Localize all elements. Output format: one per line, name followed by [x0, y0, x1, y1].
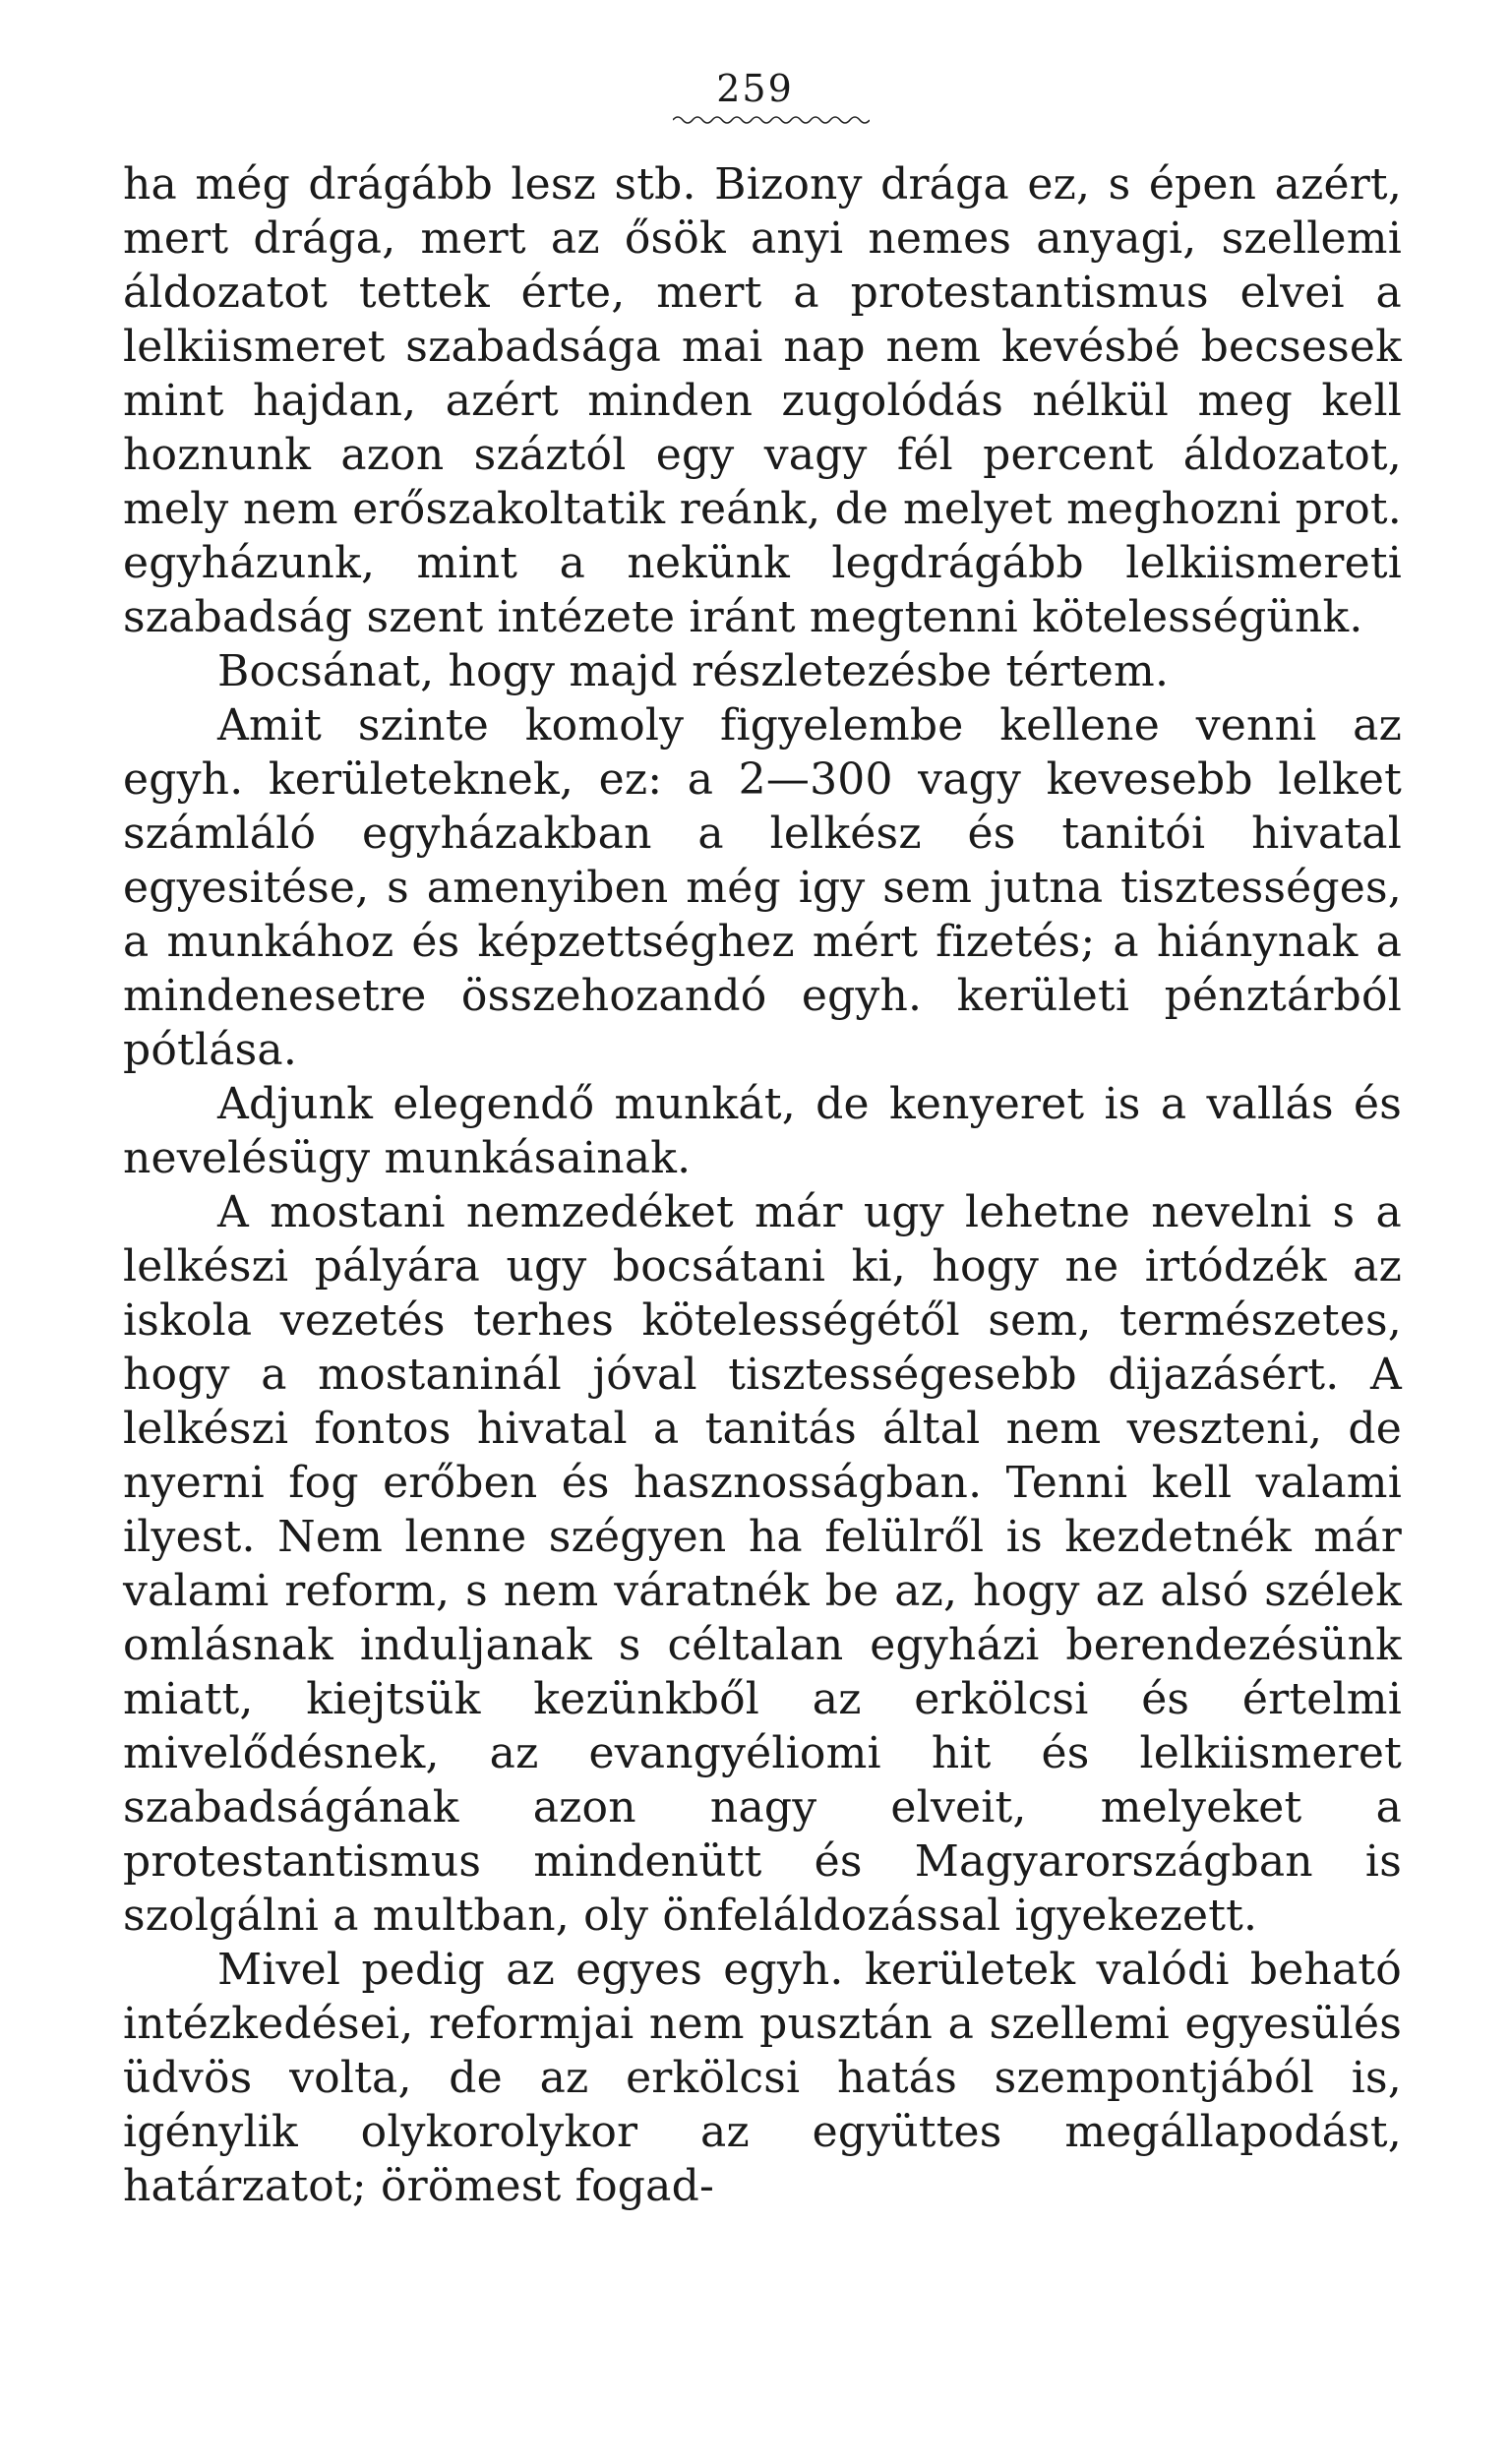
- page-number: 259: [716, 67, 794, 110]
- paragraph-6: Mivel pedig az egyes egyh. kerületek valódi beható intézkedései, reformjai nem pusztán a szellemi egyesülés üdvös volta, de az erkölcsi hatás szempontjából is, igénylik olykorolykor az együttes megállapodást, határzatot; örömest fogad-: [123, 1945, 1402, 2211]
- paragraph-4: Adjunk elegendő munkát, de kenyeret is a vallás és nevelésügy munkásainak.: [123, 1079, 1402, 1183]
- paragraph-5: A mostani nemzedéket már ugy lehetne nevelni s a lelkészi pályára ugy bocsátani ki, hogy ne irtódzék az iskola vezetés terhes kötelességétől sem, természetes, hogy a mostaninál jóval tisztességesebb dijazásért. A lelkészi fontos hivatal a tanitás által nem veszteni, de nyerni fog erőben és hasznosságban. Tenni kell valami ilyest. Nem lenne szégyen ha felülről is kezdetnék már valami reform, s nem váratnék be az, hogy az alsó szélek omlásnak induljanak s céltalan egyházi berendezésünk miatt, kiejtsük kezünkből az erkölcsi és értelmi mivelődésnek, az evangyéliomi hit és lelkiismeret szabadságának azon nagy elveit, melyeket a protestantismus mindenütt és Magyarországban is szolgálni a multban, oly önfeláldozással igyekezett.: [123, 1187, 1402, 1941]
- paragraph-3: Amit szinte komoly figyelembe kellene venni az egyh. kerületeknek, ez: a 2—300 vagy kevesebb lelket számláló egyházakban a lelkész és tanitói hivatal egyesitése, s amenyiben még igy sem jutna tisztességes, a munkához és képzettséghez mért fizetés; a hiánynak a mindenesetre összehozandó egyh. kerületi pénztárból pótlása.: [123, 700, 1402, 1075]
- page-number-wrap: [716, 67, 794, 124]
- paragraph-2: Bocsánat, hogy majd részletezésbe tértem.: [217, 646, 1170, 696]
- body-text: [123, 157, 1402, 2213]
- paragraph-1: ha még drágább lesz stb. Bizony drága ez, s épen azért, mert drága, mert az ősök anyi nemes anyagi, szellemi áldozatot tettek érte, mert a protestantismus elvei a lelkiismeret szabadsága mai nap nem kevésbé becsesek mint hajdan, azért minden zugolódás nélkül meg kell hoznunk azon száztól egy vagy fél percent áldozatot, mely nem erőszakoltatik reánk, de melyet meghozni prot. egyházunk, mint a nekünk legdrágább lelkiismereti szabadság szent intézete iránt megtenni kötelességünk.: [123, 159, 1402, 642]
- page-number-header: [0, 67, 1510, 124]
- wavy-ornament-icon: [673, 112, 870, 128]
